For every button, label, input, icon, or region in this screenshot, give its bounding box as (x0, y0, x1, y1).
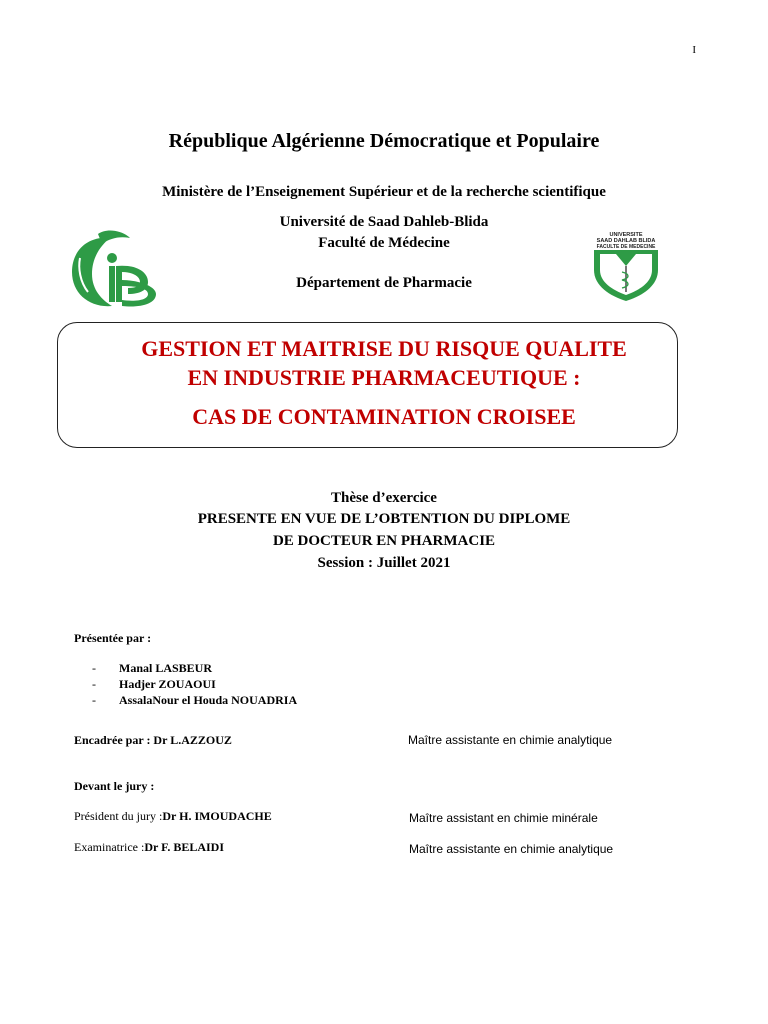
republic-heading: République Algérienne Démocratique et Populaire (168, 130, 600, 152)
supervisor-label: Encadrée par : Dr L.AZZOUZ (74, 733, 232, 747)
examiner-name: Dr F. BELAIDI (144, 840, 224, 854)
logo-text-blida: SAAD DAHLAB BLIDA (596, 238, 656, 244)
ministry-line: Ministère de l’Enseignement Supérieur et de la recherche scientifique (162, 184, 606, 200)
thesis-title-line-3: CAS DE CONTAMINATION CROISEE (192, 404, 576, 429)
university-blida-logo-icon (66, 228, 160, 310)
president-name: Dr H. IMOUDACHE (162, 809, 272, 823)
logo-text-faculty: FACULTE DE MEDECINE (596, 244, 656, 250)
member-name: AssalaNour el Houda NOUADRIA (119, 693, 298, 707)
jury-president (74, 809, 272, 824)
president-title: Maître assistant en chimie minérale (409, 811, 598, 825)
thesis-type: Thèse d’exercice (331, 490, 437, 506)
presented-by-label: Présentée par : (74, 631, 152, 645)
department-line: Département de Pharmacie (296, 275, 472, 291)
thesis-title-line-1: GESTION ET MAITRISE DU RISQUE QUALITE (141, 336, 627, 361)
logo-text-university: UNIVERSITE (609, 232, 643, 238)
jury-label: Devant le jury : (74, 779, 155, 793)
jury-examiner (74, 840, 224, 855)
supervisor-title: Maître assistante en chimie analytique (408, 733, 613, 747)
list-item: - AssalaNour el Houda NOUADRIA (92, 693, 298, 707)
examiner-label: Examinatrice : (74, 840, 145, 854)
page-number: I (692, 44, 696, 56)
thesis-purpose-line-2: DE DOCTEUR EN PHARMACIE (272, 533, 496, 549)
university-line: Université de Saad Dahleb-Blida (279, 214, 489, 230)
president-label: Président du jury : (74, 809, 163, 823)
list-item: - Manal LASBEUR (92, 661, 213, 675)
thesis-title-line-2: EN INDUSTRIE PHARMACEUTIQUE : (187, 365, 581, 390)
list-item: - Hadjer ZOUAOUI (92, 677, 216, 691)
examiner-title: Maître assistante en chimie analytique (409, 842, 614, 856)
faculty-medecine-shield-icon (580, 230, 672, 302)
thesis-session: Session : Juillet 2021 (317, 555, 451, 571)
member-name: Manal LASBEUR (119, 661, 213, 675)
member-name: Hadjer ZOUAOUI (119, 677, 216, 691)
thesis-purpose-line-1: PRESENTE EN VUE DE L’OBTENTION DU DIPLOME (197, 511, 571, 527)
faculty-line: Faculté de Médecine (318, 235, 450, 251)
